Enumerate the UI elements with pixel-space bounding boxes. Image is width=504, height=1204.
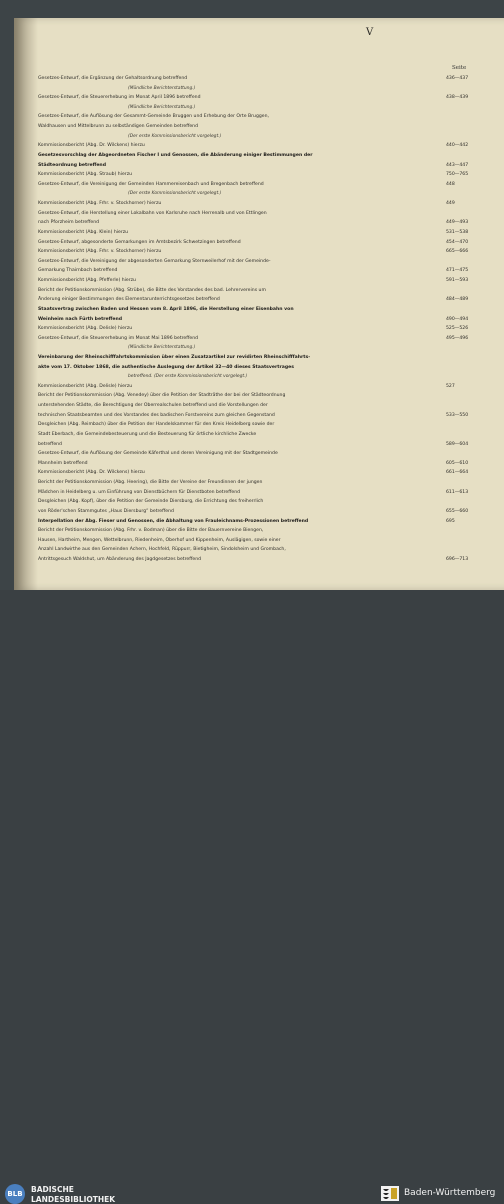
index-entry — [38, 257, 486, 266]
entry-page-range: 591—593 — [446, 278, 469, 284]
entry-page-range: 525—526 — [446, 326, 469, 332]
index-entry — [38, 324, 486, 333]
index-entry — [38, 238, 486, 247]
entry-text: Gesetzes-Entwurf, die Herstellung einer Lokalbahn von Karlsruhe nach Herrenalb und von Ettlingen — [38, 210, 267, 216]
entry-text: Kommissionsbericht (Abg. Klein) hierzu — [38, 229, 129, 235]
entry-page-range: 661—664 — [446, 470, 469, 476]
entry-page-range: 655—660 — [446, 508, 469, 514]
library-name-line2: LANDESBIBLIOTHEK — [31, 1195, 116, 1204]
column-header-page: Seite — [452, 65, 467, 71]
entry-page-range: 440—442 — [446, 143, 469, 149]
library-name-line1: BADISCHE — [31, 1185, 74, 1194]
entry-page-range: 484—489 — [446, 297, 469, 303]
entry-text: (Mündliche Berichterstattung.) — [128, 345, 196, 351]
entry-text: Kommissionsbericht (Abg. Delisle) hierzu — [38, 326, 133, 332]
index-entry — [38, 74, 486, 83]
entry-page-range: 438—439 — [446, 95, 469, 101]
index-entry — [38, 103, 486, 112]
entry-page-range: 490—494 — [446, 316, 469, 322]
scanned-document — [0, 0, 504, 590]
index-entry — [38, 218, 486, 227]
index-entry — [38, 545, 486, 554]
index-entry — [38, 343, 486, 352]
index-entry — [38, 93, 486, 102]
index-entry — [38, 151, 486, 160]
entry-text: Gesetzes-Entwurf, abgesonderte Gemarkungen im Amtsbezirk Schwetzingen betreffend — [38, 239, 241, 245]
entry-text: Kommissionsbericht (Abg. Delisle) hierzu — [38, 383, 133, 389]
entry-text: technischen Staatsbeamten und des Vorstandes des badischen Forstvereins zum gleichen Gegenstand — [38, 412, 275, 418]
index-entry — [38, 526, 486, 535]
entry-page-range: 533—550 — [446, 412, 469, 418]
entry-text: Staatsvertrag zwischen Baden und Hessen vom 8. April 1896, die Herstellung einer Eisenbahn von — [38, 306, 294, 312]
entry-page-range: 665—666 — [446, 249, 469, 255]
entry-page-range: 495—496 — [446, 335, 469, 341]
index-entry — [38, 276, 486, 285]
entry-text: Anzahl Landwirthe aus den Gemeinden Achern, Hochfeld, Rüppurr, Bietigheim, Sindolsheim und Grombach, — [38, 547, 286, 553]
entry-text: Städteordnung betreffend — [38, 162, 106, 168]
entry-text: Bericht der Petitionskommission (Abg. Heering), die Bitte der Vereine der Freundinnen der jungen — [38, 480, 263, 486]
index-entries — [0, 0, 504, 590]
entry-text: Bericht der Petitionskommission (Abg. Frhr. v. Bodman) über die Bitte der Bauernvereine Biengen, — [38, 528, 264, 534]
entry-page-range: 449 — [446, 201, 455, 207]
index-entry — [38, 228, 486, 237]
entry-text: Gemarkung Thairnbach betreffend — [38, 268, 118, 274]
entry-text: akte vom 17. Oktober 1868, die authentische Auslegung der Artikel 32—40 dieses Staatsvertrages — [38, 364, 294, 370]
entry-text: Kommissionsbericht (Abg. Straub) hierzu — [38, 172, 133, 178]
entry-page-range: 527 — [446, 383, 455, 389]
state-name: Baden-Württemberg — [404, 1188, 496, 1198]
index-entry — [38, 497, 486, 506]
entry-text: (Mündliche Berichterstattung.) — [128, 104, 196, 110]
index-entry — [38, 507, 486, 516]
entry-text: Hausen, Hartheim, Mengen, Wettelbrunn, Riedenheim, Oberhof und Kippenheim, Auslägigen, sowie einer — [38, 537, 281, 543]
index-entry — [38, 266, 486, 275]
index-entry — [38, 180, 486, 189]
index-entry — [38, 132, 486, 141]
entry-text: (Mündliche Berichterstattung.) — [128, 85, 196, 91]
entry-text: Bericht der Petitionskommission (Abg. Venedey) über die Petition der Stadträthe der bei der Städteordnung — [38, 393, 286, 399]
entry-text: (Der erste Kommissionsbericht vorgelegt.) — [128, 191, 222, 197]
index-entry — [38, 449, 486, 458]
entry-text: Gesetzesvorschlag der Abgeordneten Fischer I und Genossen, die Abänderung einiger Bestimmungen der — [38, 152, 313, 158]
index-entry — [38, 536, 486, 545]
index-entry — [38, 286, 486, 295]
index-entry — [38, 372, 486, 381]
index-entry — [38, 517, 486, 526]
index-entry — [38, 84, 486, 93]
index-entry — [38, 295, 486, 304]
index-entry — [38, 440, 486, 449]
index-entry — [38, 459, 486, 468]
entry-text: Kommissionsbericht (Abg. Frhr. v. Stockhorner) hierzu — [38, 201, 162, 207]
entry-text: Waldhausen und Mittelbrunn zu selbständigen Gemeinden betreffend — [38, 124, 199, 130]
entry-text: Kommissionsbericht (Abg. Pfefferle) hierzu — [38, 278, 136, 284]
index-entry — [38, 161, 486, 170]
index-entry — [38, 247, 486, 256]
entry-text: Gesetzes-Entwurf, die Vereinigung der Gemeinden Hammereisenbach und Bregenbach betreffend — [38, 181, 264, 187]
entry-page-range: 449—493 — [446, 220, 469, 226]
index-entry — [38, 189, 486, 198]
index-entry — [38, 391, 486, 400]
entry-text: betreffend — [38, 441, 62, 447]
entry-text: Antrittsgesuch Waldshut, um Abänderung des Jagdgesetzes betreffend — [38, 557, 202, 562]
entry-page-range: 531—538 — [446, 229, 469, 235]
index-entry — [38, 411, 486, 420]
entry-text: betreffend. (Der erste Kommissionsbericht vorgelegt.) — [128, 374, 248, 380]
index-entry — [38, 478, 486, 487]
entry-text: Änderung einiger Bestimmungen des Elementarunterrichtsgesetzes betreffend — [38, 297, 220, 303]
entry-text: Weinheim nach Fürth betreffend — [38, 316, 123, 322]
index-entry — [38, 555, 486, 564]
index-entry — [38, 363, 486, 372]
entry-page-range: 750—765 — [446, 172, 469, 178]
footer-bar — [0, 590, 504, 1204]
state-coat-of-arms-icon[interactable] — [380, 1184, 400, 1203]
index-entry — [38, 382, 486, 391]
entry-page-range: 454—470 — [446, 239, 469, 245]
index-entry — [38, 334, 486, 343]
blb-logo-icon[interactable]: BLB — [5, 1184, 25, 1204]
entry-page-range: 436—437 — [446, 76, 469, 81]
entry-text: Mannheim betreffend — [38, 460, 88, 466]
entry-page-range: 611—613 — [446, 489, 469, 495]
entry-text: Kommissionsbericht (Abg. Frhr. v. Stockhorner) hierzu — [38, 249, 162, 255]
index-entry — [38, 141, 486, 150]
entry-text: Mädchen in Heidelberg u. um Einführung von Dienstbüchern für Dienstboten betreffend — [38, 489, 241, 495]
entry-text: Stadt Eberbach, die Gemeindebesteuerung und die Besteuerung für örtliche kirchliche Zwecke — [38, 431, 257, 437]
entry-text: unterstehenden Städte, die Berechtigung der Oberrealschulen betreffend und die Vorstellungen der — [38, 403, 268, 409]
index-entry — [38, 353, 486, 362]
entry-text: Gesetzes-Entwurf, die Steuererhebung im Monat Mai 1896 betreffend — [38, 335, 199, 341]
entry-text: von Röder'schen Stammgutes „Haus Diersburg“ betreffend — [38, 508, 174, 514]
index-entry — [38, 430, 486, 439]
entry-text: Gesetzes-Entwurf, die Auflösung der Gesammt-Gemeinde Bruggen und Erhebung der Orte Bruggen, — [38, 114, 269, 120]
page-number: V — [366, 27, 374, 38]
index-entry — [38, 315, 486, 324]
index-entry — [38, 488, 486, 497]
entry-page-range: 471—475 — [446, 268, 469, 274]
entry-text: (Der erste Kommissionsbericht vorgelegt.) — [128, 133, 222, 139]
index-entry — [38, 209, 486, 218]
entry-text: Kommissionsbericht (Abg. Dr. Wilckens) hierzu — [38, 470, 145, 476]
entry-page-range: 696—713 — [446, 557, 469, 562]
entry-text: Desgleichen (Abg. Reimbach) über die Petition der Handelskammer für den Kreis Heidelberg sowie der — [38, 422, 275, 428]
index-entry — [38, 199, 486, 208]
index-entry — [38, 420, 486, 429]
entry-text: Gesetzes-Entwurf, die Auflösung der Gemeinde Käferthal und deren Vereinigung mit der Stadtgemeinde — [38, 451, 278, 457]
entry-text: Desgleichen (Abg. Kopf), über die Petition der Gemeinde Diersburg, die Errichtung des freiherrlich — [38, 499, 264, 505]
entry-text: Vereinbarung der Rheinschifffahrtskommission über einen Zusatzartikel zur revidirten Rheinschifffahrts- — [38, 354, 311, 360]
entry-page-range: 605—610 — [446, 460, 469, 466]
entry-page-range: 443—447 — [446, 162, 469, 168]
index-entry — [38, 401, 486, 410]
entry-text: Gesetzes-Entwurf, die Steuererhebung im Monat April 1896 betreffend — [38, 95, 201, 101]
entry-text: Kommissionsbericht (Abg. Dr. Wilckens) hierzu — [38, 143, 145, 149]
entry-text: Interpellation der Abg. Fieser und Genossen, die Abhaltung von Frauleichnams-Prozessionen betreffend — [38, 518, 309, 524]
index-entry — [38, 305, 486, 314]
index-entry — [38, 122, 486, 131]
entry-page-range: 695 — [446, 518, 455, 524]
index-entry — [38, 468, 486, 477]
index-entry — [38, 112, 486, 121]
entry-text: Bericht der Petitionskommission (Abg. Strübe), die Bitte des Vorstandes des bad. Lehrervereins um — [38, 287, 266, 293]
index-entry — [38, 170, 486, 179]
entry-page-range: 589—604 — [446, 441, 469, 447]
entry-text: Gesetzes-Entwurf, die Ergänzung der Gehaltsordnung betreffend — [38, 76, 188, 81]
entry-page-range: 448 — [446, 181, 455, 187]
entry-text: Gesetzes-Entwurf, die Vereinigung der abgesonderten Gemarkung Sternweilerhof mit der Gemeinde- — [38, 258, 271, 264]
entry-text: nach Pforzheim betreffend — [38, 220, 100, 226]
